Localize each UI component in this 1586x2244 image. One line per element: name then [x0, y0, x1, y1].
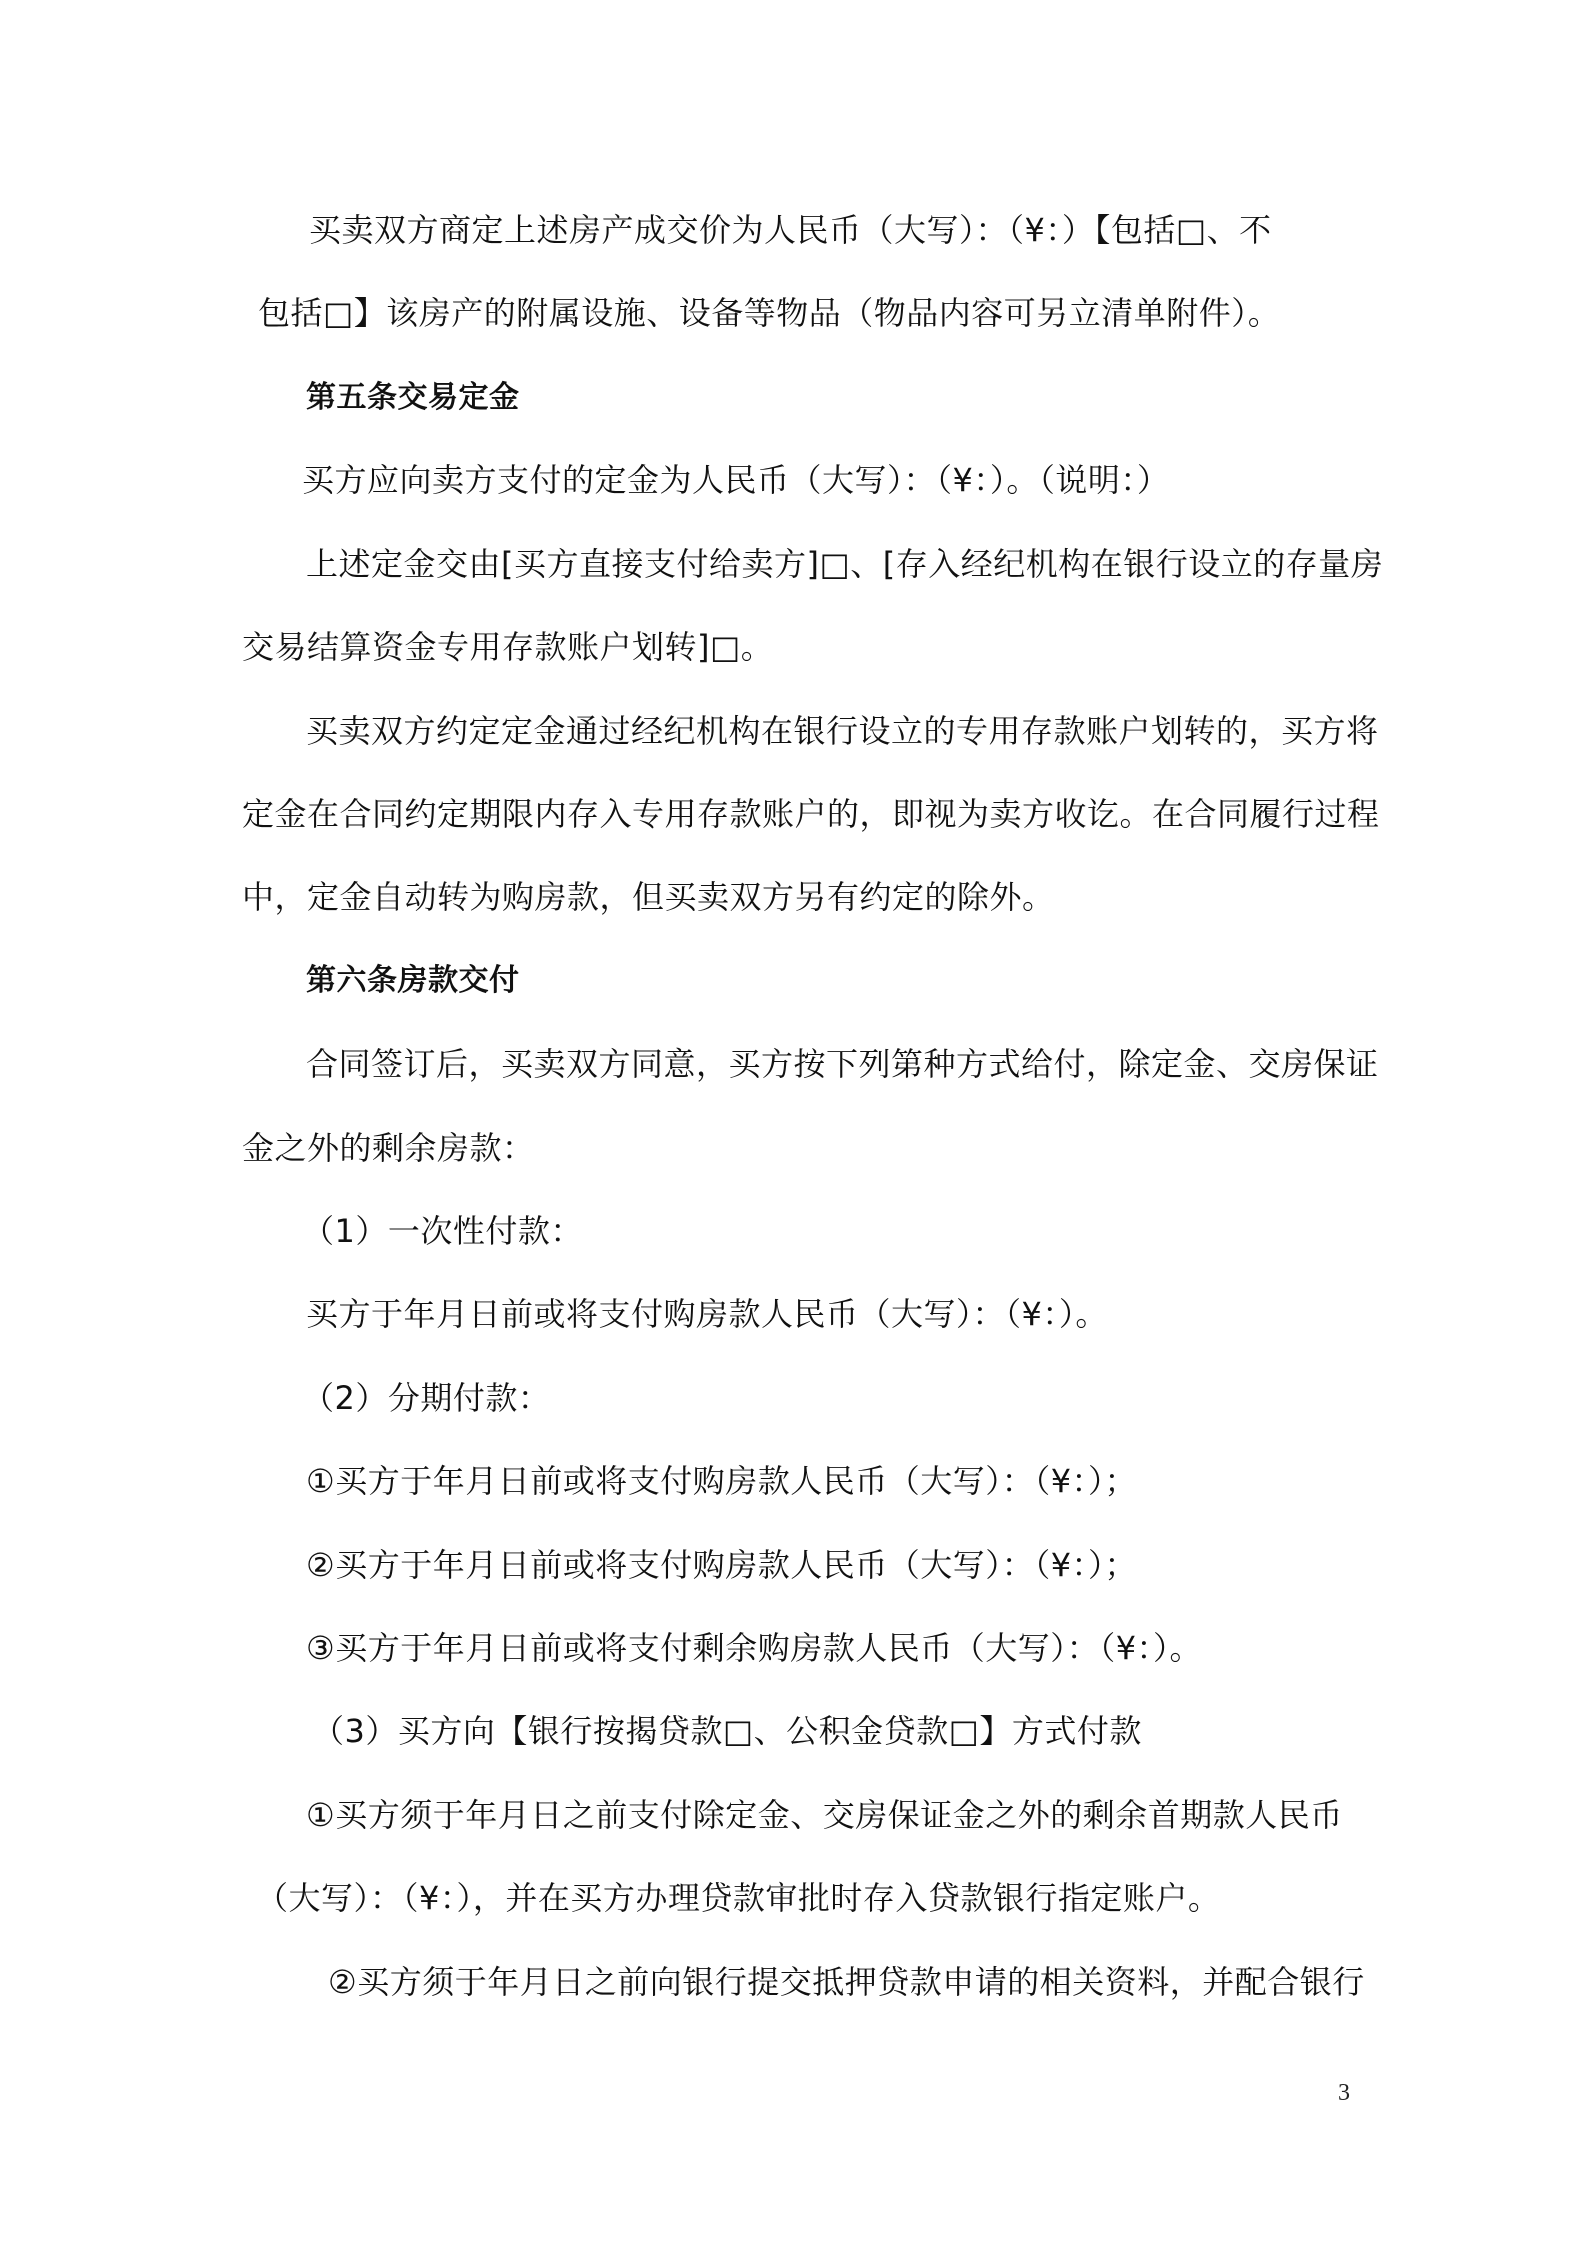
paragraph-line: 买卖双方商定上述房产成交价为人民币（大写）：（¥：）【包括□、不	[309, 211, 1272, 249]
paragraph-line: ②买方须于年月日之前向银行提交抵押贷款申请的相关资料，并配合银行	[328, 1963, 1365, 2001]
paragraph-line: （1）一次性付款：	[302, 1212, 583, 1250]
paragraph-line: ①买方须于年月日之前支付除定金、交房保证金之外的剩余首期款人民币	[306, 1796, 1343, 1834]
paragraph-line: 上述定金交由[买方直接支付给卖方]□、[存入经纪机构在银行设立的存量房	[306, 545, 1384, 583]
paragraph-line: 中，定金自动转为购房款，但买卖双方另有约定的除外。	[242, 878, 1055, 916]
paragraph-line: 交易结算资金专用存款账户划转]□。	[242, 628, 774, 666]
paragraph-line: ②买方于年月日前或将支付购房款人民币（大写）：（¥：）；	[306, 1546, 1138, 1584]
page-number: 3	[1338, 2080, 1350, 2106]
paragraph-line: 买方应向卖方支付的定金为人民币（大写）：（¥：）。（说明：）	[302, 461, 1170, 499]
paragraph-line: 金之外的剩余房款：	[242, 1129, 535, 1167]
section-heading-6: 第六条房款交付	[306, 963, 520, 998]
paragraph-line: 定金在合同约定期限内存入专用存款账户的，即视为卖方收讫。在合同履行过程	[242, 795, 1380, 833]
paragraph-line: 买方于年月日前或将支付购房款人民币（大写）：（¥：）。	[306, 1295, 1108, 1333]
paragraph-line: 合同签订后，买卖双方同意，买方按下列第种方式给付，除定金、交房保证	[306, 1045, 1379, 1083]
paragraph-line: ①买方于年月日前或将支付购房款人民币（大写）：（¥：）；	[306, 1462, 1138, 1500]
paragraph-line: 包括□】该房产的附属设施、设备等物品（物品内容可另立清单附件）。	[258, 294, 1281, 332]
paragraph-line: （3）买方向【银行按揭贷款□、公积金贷款□】方式付款	[312, 1712, 1142, 1750]
paragraph-line: （2）分期付款：	[302, 1379, 551, 1417]
paragraph-line: ③买方于年月日前或将支付剩余购房款人民币（大写）：（¥：）。	[306, 1629, 1203, 1667]
paragraph-line: （大写）：（¥：），并在买方办理贷款审批时存入贷款银行指定账户。	[256, 1879, 1221, 1917]
section-heading-5: 第五条交易定金	[306, 380, 520, 415]
paragraph-line: 买卖双方约定定金通过经纪机构在银行设立的专用存款账户划转的，买方将	[306, 712, 1379, 750]
